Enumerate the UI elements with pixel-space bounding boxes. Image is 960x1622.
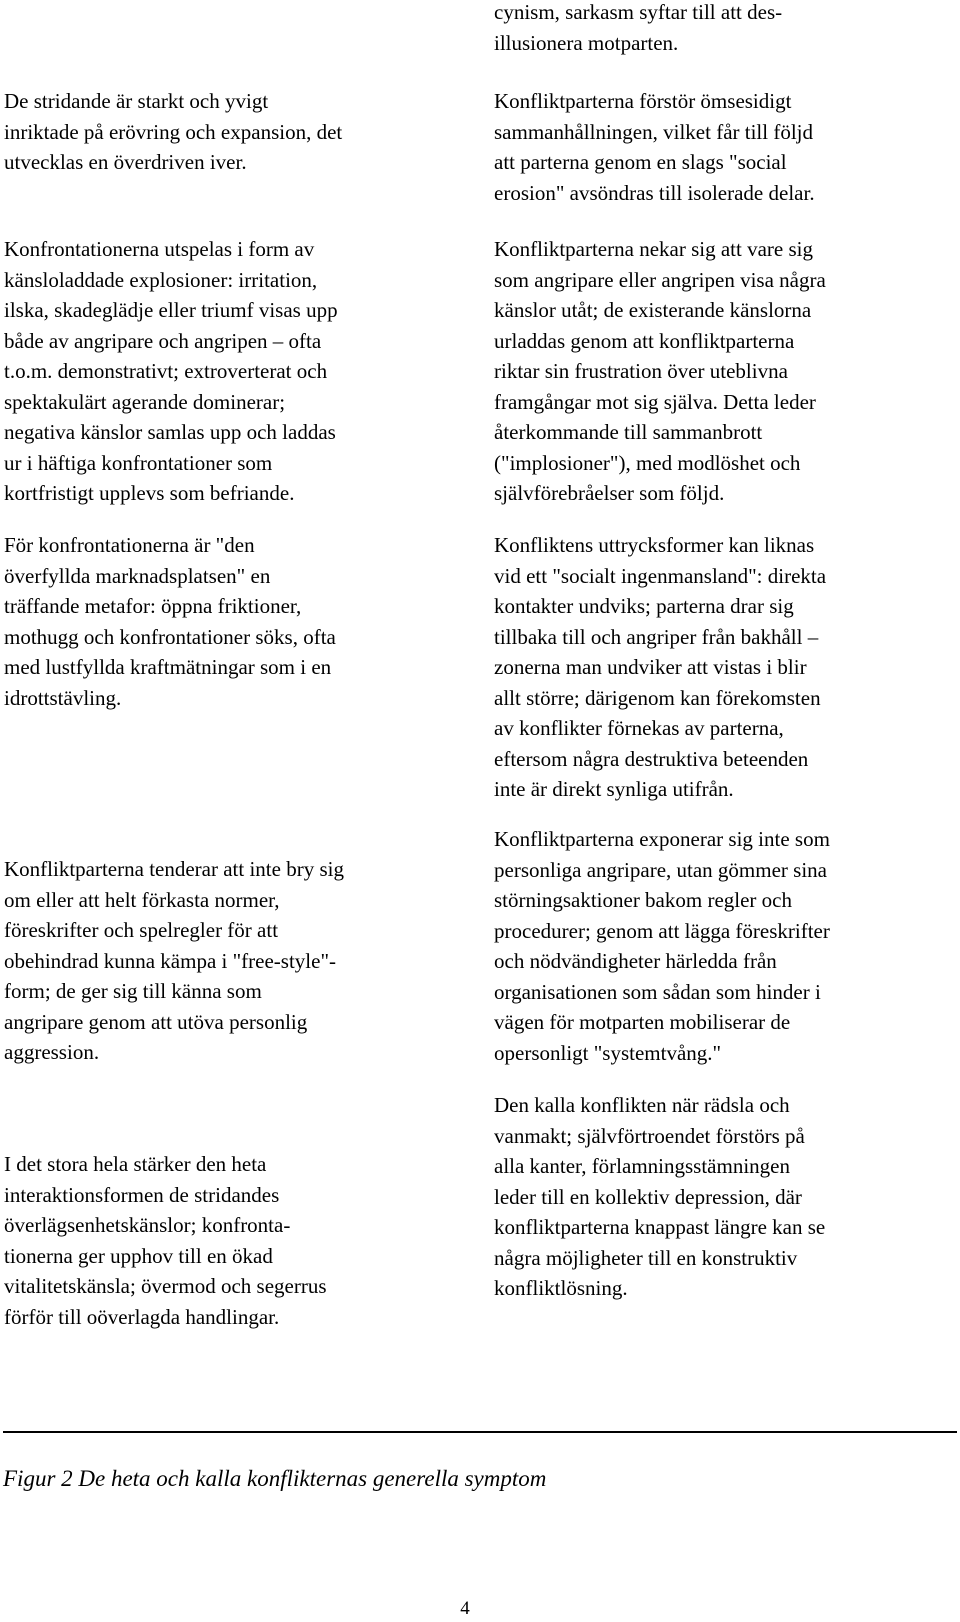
left-paragraph-3: För konfrontationerna är "den överfyllda marknadsplatsen" en träffande metafor: öppna friktioner, mothugg och konfrontationer söks, ofta med lustfyllda kraftmätningar som i en idrottstävling. <box>4 533 336 710</box>
right-paragraph-1: cynism, sarkasm syftar till att des- illusionera motparten. <box>494 0 783 55</box>
right-paragraph-3: Konfliktparterna nekar sig att vare sig som angripare eller angripen visa några känslor utåt; de existerande känslorna urladdas genom att konfliktparterna riktar sin frustration över uteblivna framgångar mot sig själva. Detta leder återkommande till sammanbrott ("implosioner"), med modlöshet och självförebråelser som följd. <box>494 237 826 505</box>
left-paragraph-5: I det stora hela stärker den heta interaktionsformen de stridandes överlägsenhetskänslor; konfronta- tionerna ger upphov till en ökad vitalitetskänsla; övermod och segerrus förför till oöverlagda handlingar. <box>4 1152 327 1329</box>
left-paragraph-4: Konfliktparterna tenderar att inte bry sig om eller att helt förkasta normer, föreskrifter och spelregler för att obehindrad kunna kämpa i "free-style"- form; de ger sig till känna som angripare genom att utöva personlig aggression. <box>4 857 344 1064</box>
caption-divider <box>3 1431 957 1433</box>
right-paragraph-6: Den kalla konflikten när rädsla och vanmakt; självförtroendet förstörs på alla kanter, förlamningsstämningen leder till en kollektiv depression, där konfliktparterna knappast längre kan se några möjligheter till en konstruktiv konfliktlösning. <box>494 1093 826 1300</box>
right-paragraph-2: Konfliktparterna förstör ömsesidigt sammanhållningen, vilket får till följd att parterna genom en slags "social erosion" avsöndras till isolerade delar. <box>494 89 815 205</box>
left-paragraph-1: De stridande är starkt och yvigt inriktade på erövring och expansion, det utvecklas en överdriven iver. <box>4 89 343 174</box>
right-paragraph-5: Konfliktparterna exponerar sig inte som personliga angripare, utan gömmer sina störningsaktioner bakom regler och procedurer; genom att lägga föreskrifter och nödvändigheter härledda från organisationen som sådan som hinder i vägen för motparten mobiliserar de opersonligt "systemtvång." <box>494 827 830 1065</box>
right-paragraph-4: Konfliktens uttrycksformer kan liknas vid ett "socialt ingenmansland": direkta kontakter undviks; parterna drar sig tillbaka till och angriper från bakhåll – zonerna man undviker att vistas i blir allt större; därigenom kan förekomsten av konflikter förnekas av parterna, eftersom några destruktiva beteenden inte är direkt synliga utifrån. <box>494 533 827 801</box>
left-paragraph-2: Konfrontationerna utspelas i form av känsloladdade explosioner: irritation, ilska, skadeglädje eller triumf visas upp både av angripare och angripen – ofta t.o.m. demonstrativt; extroverterat och spektakulärt agerande dominerar; negativa känslor samlas upp och laddas ur i häftiga konfrontationer som kortfristigt upplevs som befriande. <box>4 237 338 505</box>
page-number: 4 <box>460 1598 470 1619</box>
figure-caption: Figur 2 De heta och kalla konflikternas generella symptom <box>3 1466 547 1491</box>
